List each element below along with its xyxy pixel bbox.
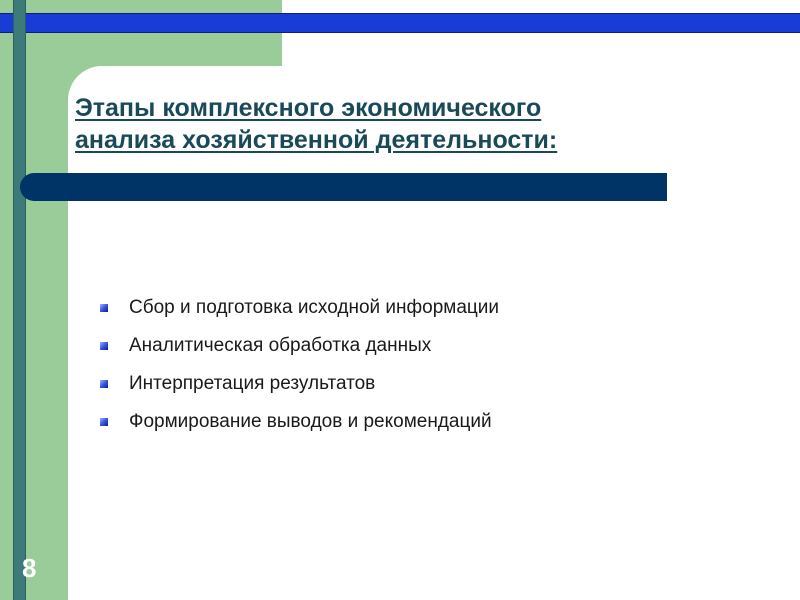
page-number: 8 [22,553,37,583]
left-decorative-bar [13,0,26,600]
square-bullet-icon [100,342,108,350]
top-decorative-bar [0,13,800,33]
square-bullet-icon [100,304,108,312]
bullet-text: Формирование выводов и рекомендаций [129,411,492,432]
square-bullet-icon [100,380,108,388]
bullet-text: Сбор и подготовка исходной информации [129,297,500,318]
slide-title-line-1: Этапы комплексного экономического [75,94,542,122]
bullet-text: Аналитическая обработка данных [129,335,432,356]
bullet-text: Интерпретация результатов [129,373,376,394]
square-bullet-icon [100,418,108,426]
title-underline-bar [20,173,667,201]
slide-title [75,92,715,156]
slide-title-line-2: анализа хозяйственной деятельности: [75,126,558,154]
